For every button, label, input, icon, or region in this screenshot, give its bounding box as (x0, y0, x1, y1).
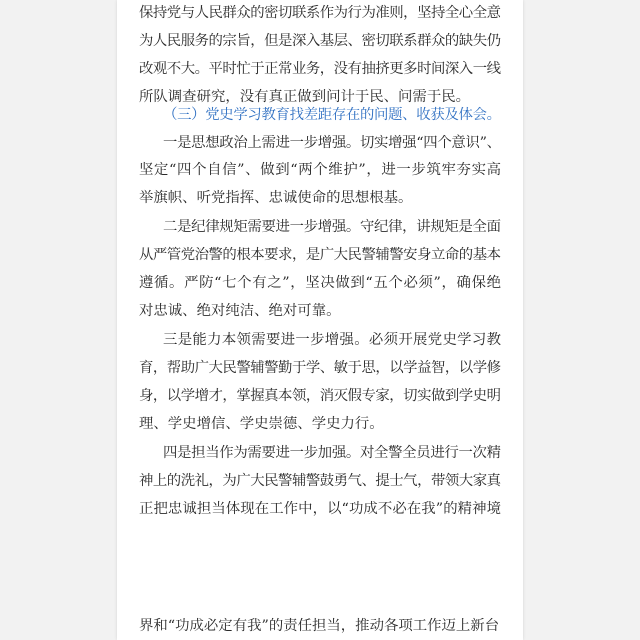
text-line: 坚定“四个自信”、做到“两个维护”，进一步筑牢夯实高 (139, 162, 502, 178)
text-line: 遵循。严防“七个有之”，坚决做到“五个必须”，确保绝 (139, 275, 502, 291)
text-line: 身，以学增才，掌握真本领，消灭假专家，切实做到学史明 (139, 388, 501, 404)
text-line: 对忠诚、绝对纯洁、绝对可靠。 (139, 303, 341, 319)
text-line: 二是纪律规矩需要进一步增强。守纪律，讲规矩是全面 (163, 219, 501, 235)
text-line: 从严管党治警的根本要求，是广大民警辅警安身立命的基本 (139, 247, 501, 263)
text-line: 界和“功成必定有我”的责任担当，推动各项工作迈上新台 (139, 618, 500, 634)
text-line: 三是能力本领需要进一步增强。必须开展党史学习教 (163, 332, 502, 348)
text-line: 神上的洗礼，为广大民警辅警鼓勇气、提士气，带领大家真 (139, 473, 501, 489)
text-line: 为人民服务的宗旨，但是深入基层、密切联系群众的缺失仍 (139, 33, 501, 49)
text-line: 一是思想政治上需进一步增强。切实增强“四个意识”、 (163, 135, 501, 151)
text-line: 正把忠诚担当体现在工作中，以“功成不必在我”的精神境 (139, 501, 502, 517)
text-line: 举旗帜、听党指挥、忠诚使命的思想根基。 (139, 190, 413, 206)
text-line: 理、学史增信、学史崇德、学史力行。 (139, 416, 384, 432)
text-line: 保持党与人民群众的密切联系作为行为准则，坚持全心全意 (139, 5, 501, 21)
text-line: 育，帮助广大民警辅警勤于学、敏于思，以学益智，以学修 (139, 360, 501, 376)
text-line: 所队调查研究，没有真正做到问计于民、问需于民。 (139, 89, 470, 105)
document-page (117, 0, 523, 640)
text-line: 四是担当作为需要进一步加强。对全警全员进行一次精 (163, 445, 501, 461)
text-line: 改观不大。平时忙于正常业务，没有抽挤更多时间深入一线 (139, 61, 501, 77)
section-heading: （三）党史学习教育找差距存在的问题、收获及体会。 (163, 107, 501, 123)
